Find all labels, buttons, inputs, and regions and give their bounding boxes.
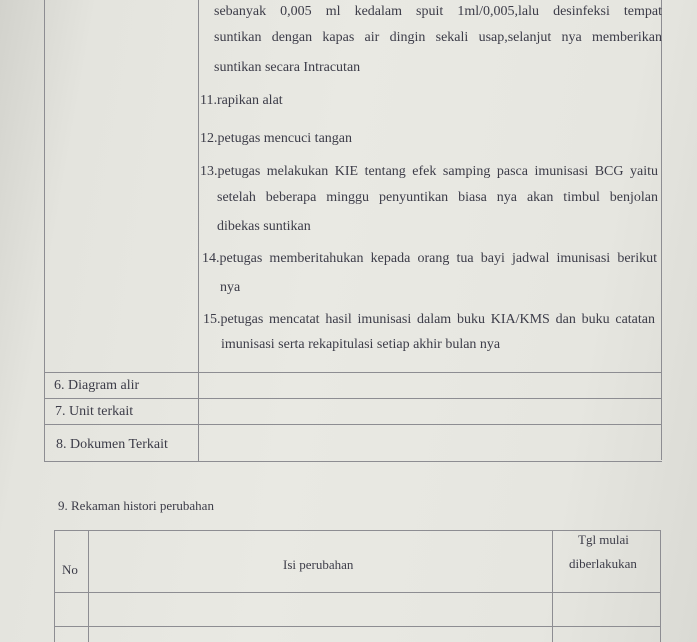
history-col-tgl-line1: Tgl mulai	[578, 532, 629, 547]
history-table-right	[660, 530, 661, 642]
step-13-line-1: 13.petugas melakukan KIE tentang efek samping pasca imunisasi BCG yaitu	[200, 164, 658, 179]
history-col-divider-2	[552, 530, 553, 642]
history-col-tgl-line2: diberlakukan	[569, 556, 637, 571]
step-15-line-2: imunisasi serta rekapitulasi setiap akhir bulan nya	[221, 337, 501, 352]
step-10-line-2: suntikan dengan kapas air dingin sekali usap,selanjut nya memberikan	[214, 30, 662, 45]
history-row-divider	[54, 626, 661, 627]
history-col-divider-1	[88, 530, 89, 642]
step-11: 11.rapikan alat	[200, 93, 283, 108]
history-col-no: No	[62, 562, 78, 577]
table-right-border	[661, 0, 662, 460]
history-table-left	[54, 530, 55, 642]
step-13-line-2: setelah beberapa minggu penyuntikan biasa nya akan timbul benjolan	[217, 190, 658, 205]
step-10-line-1: sebanyak 0,005 ml kedalam spuit 1ml/0,005,lalu desinfeksi tempat	[214, 4, 662, 19]
row-divider-6	[44, 372, 662, 373]
section-dokumen-terkait: 8. Dokumen Terkait	[56, 437, 168, 452]
history-title: 9. Rekaman histori perubahan	[58, 498, 214, 513]
step-13-line-3: dibekas suntikan	[217, 219, 311, 234]
section-diagram-alir: 6. Diagram alir	[54, 378, 140, 393]
step-10-line-3: suntikan secara Intracutan	[214, 60, 361, 75]
history-table-top	[54, 530, 661, 531]
history-col-isi: Isi perubahan	[283, 557, 354, 572]
step-14-line-1: 14.petugas memberitahukan kepada orang tua bayi jadwal imunisasi berikut	[202, 251, 657, 266]
step-14-line-2: nya	[220, 280, 241, 295]
row-divider-7	[44, 398, 662, 399]
table-bottom-border	[44, 461, 662, 462]
table-mid-divider	[198, 0, 199, 462]
section-unit-terkait: 7. Unit terkait	[55, 404, 134, 419]
table-left-border	[44, 0, 45, 462]
row-divider-8	[44, 424, 662, 425]
step-12: 12.petugas mencuci tangan	[200, 131, 353, 146]
step-15-line-1: 15.petugas mencatat hasil imunisasi dalam buku KIA/KMS dan buku catatan	[203, 312, 655, 327]
history-header-bottom	[54, 592, 661, 593]
